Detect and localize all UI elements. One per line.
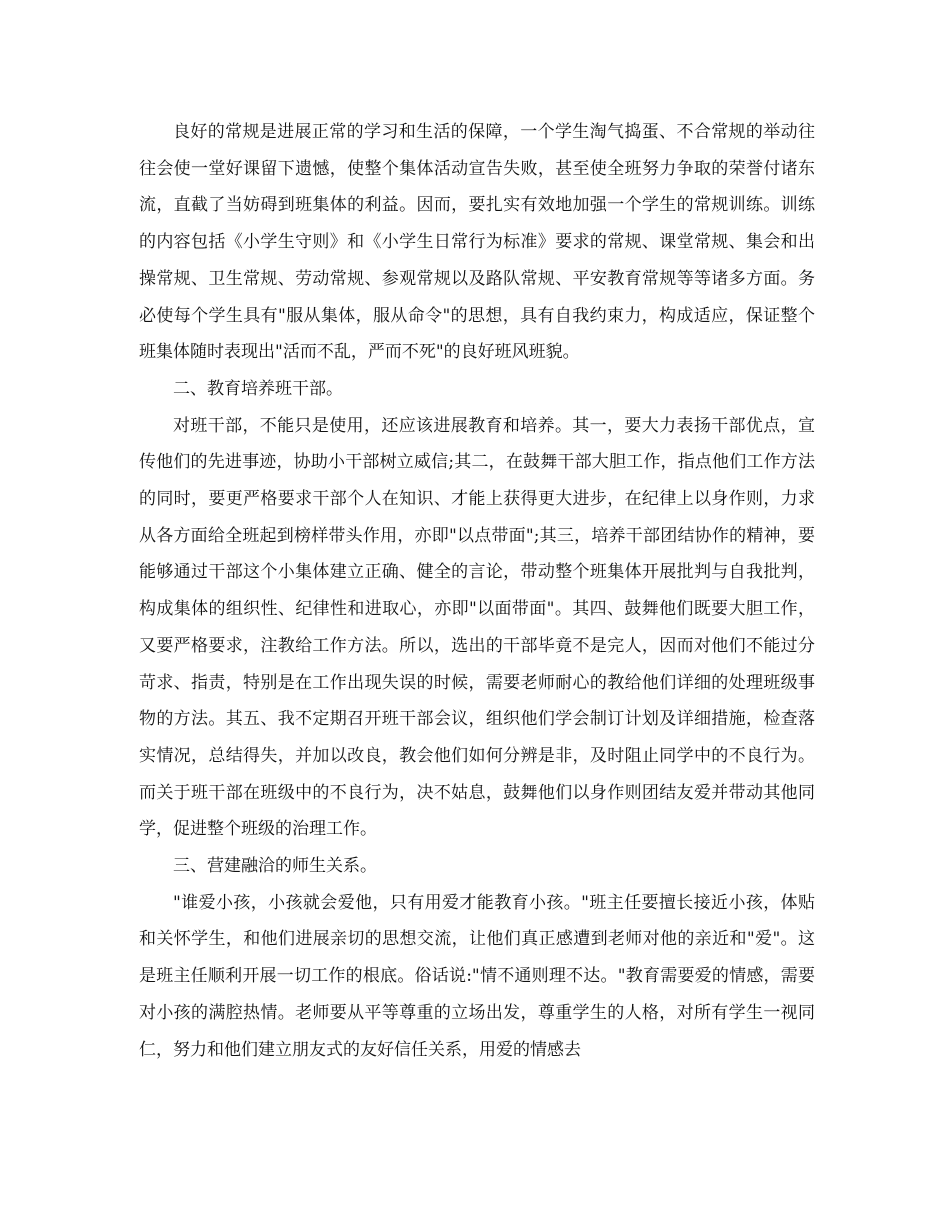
document-body (139, 114, 815, 1068)
section-heading-teacher-student: 三、营建融洽的师生关系。 (173, 856, 377, 877)
paragraph-teacher-student: "谁爱小孩，小孩就会爱他，只有用爱才能教育小孩。"班主任要擅长接近小孩，体贴和关怀学生，和他们进展亲切的思想交流，让他们真正感遭到老师对他的亲近和"爱"。这是班主任顺利开展一切工作的根底。俗话说:"情不通则理不达。"教育需要爱的情感，需要对小孩的满腔热情。老师要从平等尊重的立场出发，尊重学生的人格，对所有学生一视同仁，努力和他们建立朋友式的友好信任关系，用爱的情感去 (139, 892, 815, 1060)
paragraph-routine-training: 良好的常规是进展正常的学习和生活的保障，一个学生淘气捣蛋、不合常规的举动往往会使一堂好课留下遗憾，使整个集体活动宣告失败，甚至使全班努力争取的荣誉付诸东流，直截了当妨碍到班集体的利益。因而，要扎实有效地加强一个学生的常规训练。训练的内容包括《小学生守则》和《小学生日常行为标准》要求的常规、课堂常规、集会和出操常规、卫生常规、劳动常规、参观常规以及路队常规、平安教育常规等等诸多方面。务必使每个学生具有"服从集体，服从命令"的思想，具有自我约束力，构成适应，保证整个班集体随时表现出"活而不乱，严而不死"的良好班风班貌。 (139, 122, 815, 363)
section-heading-class-cadres: 二、教育培养班干部。 (173, 378, 343, 399)
paragraph-class-cadres: 对班干部，不能只是使用，还应该进展教育和培养。其一，要大力表扬干部优点，宣传他们的先进事迹，协助小干部树立威信;其二，在鼓舞干部大胆工作，指点他们工作方法的同时，要更严格要求干部个人在知识、才能上获得更大进步，在纪律上以身作则，力求从各方面给全班起到榜样带头作用，亦即"以点带面";其三，培养干部团结协作的精神，要能够通过干部这个小集体建立正确、健全的言论，带动整个班集体开展批判与自我批判，构成集体的组织性、纪律性和进取心，亦即"以面带面"。其四、鼓舞他们既要大胆工作，又要严格要求，注教给工作方法。所以，选出的干部毕竟不是完人，因而对他们不能过分苛求、指责，特别是在工作出现失误的时候，需要老师耐心的教给他们详细的处理班级事物的方法。其五、我不定期召开班干部会议，组织他们学会制订计划及详细措施，检查落实情况，总结得失，并加以改良，教会他们如何分辨是非，及时阻止同学中的不良行为。而关于班干部在班级中的不良行为，决不姑息，鼓舞他们以身作则团结友爱并带动其他同学，促进整个班级的治理工作。 (139, 415, 815, 840)
